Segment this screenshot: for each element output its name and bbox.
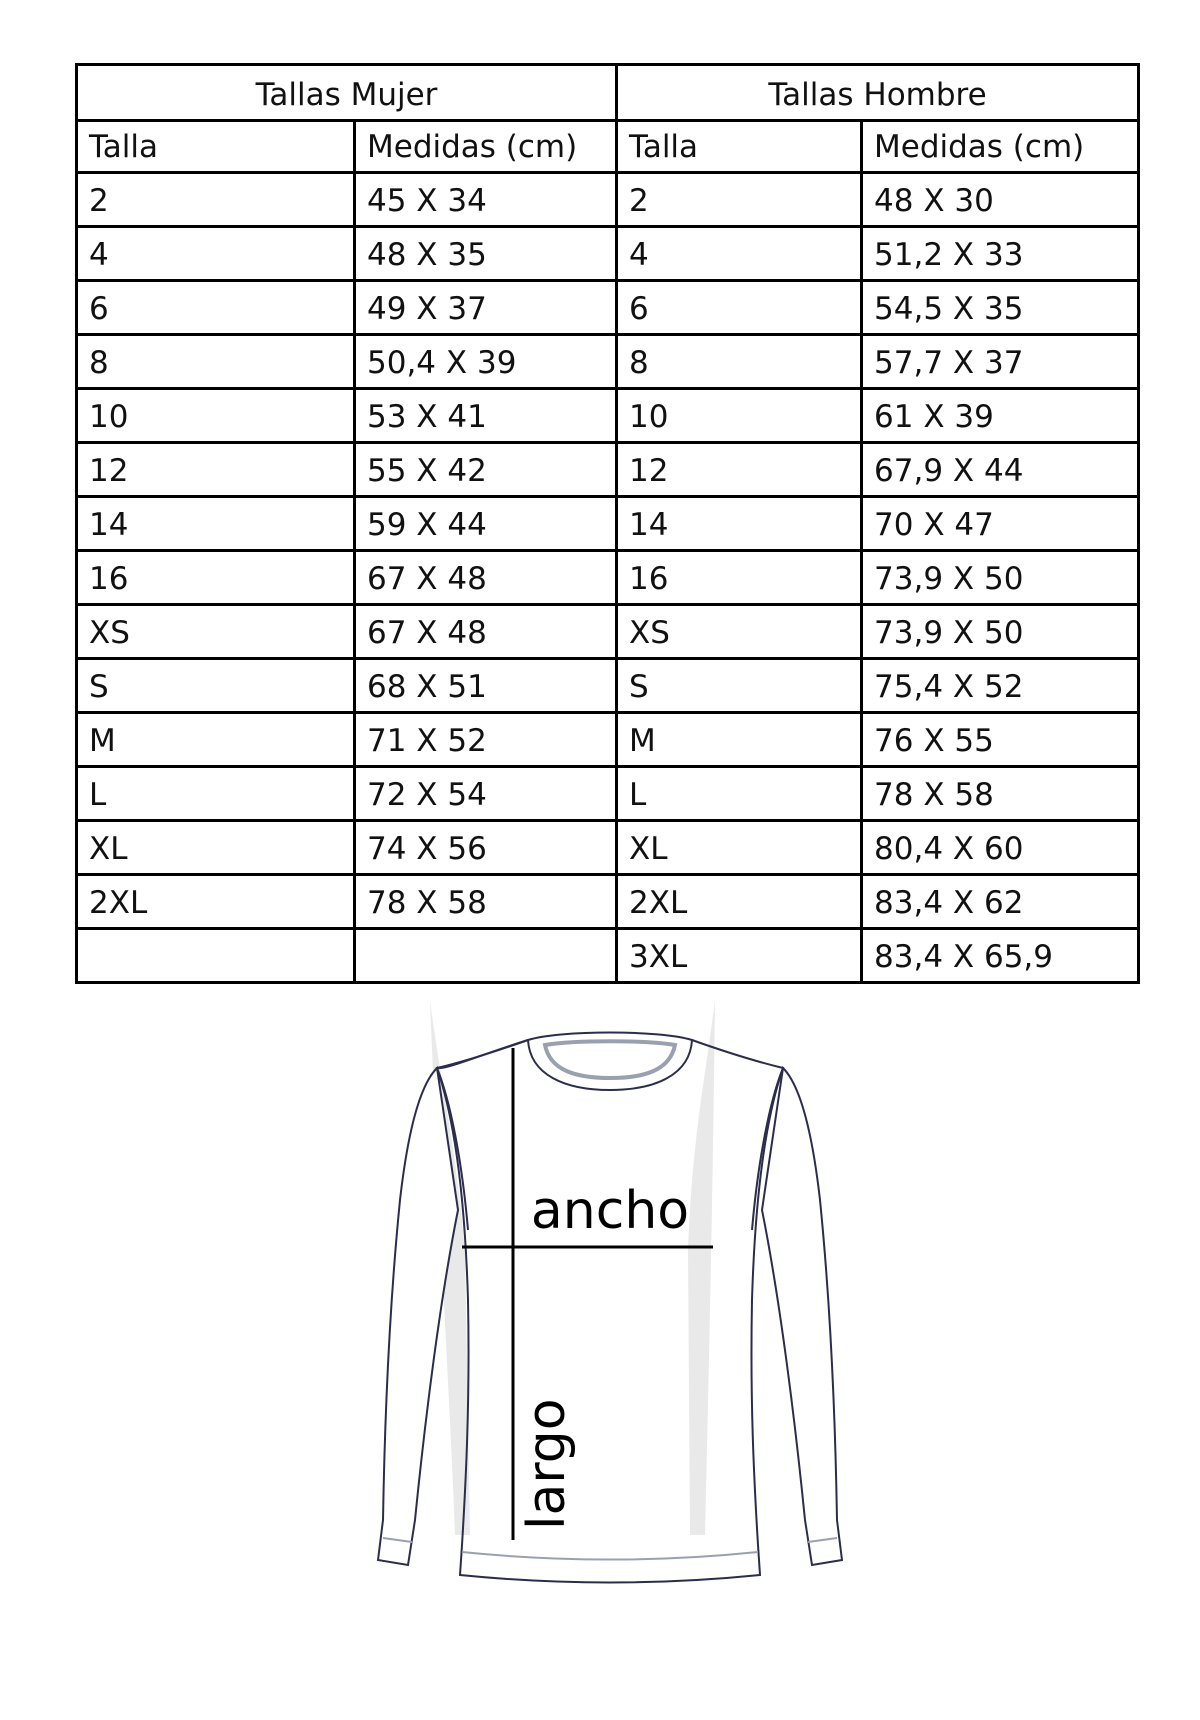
women-size-cell: 12 [77, 443, 355, 497]
women-size-cell: 14 [77, 497, 355, 551]
men-measure-cell: 67,9 X 44 [862, 443, 1139, 497]
women-measure-cell: 72 X 54 [355, 767, 617, 821]
men-measure-cell: 70 X 47 [862, 497, 1139, 551]
length-label: largo [517, 1398, 577, 1530]
men-measure-cell: 54,5 X 35 [862, 281, 1139, 335]
women-measure-cell: 49 X 37 [355, 281, 617, 335]
women-measure-cell: 50,4 X 39 [355, 335, 617, 389]
women-size-cell: XL [77, 821, 355, 875]
men-measure-cell: 57,7 X 37 [862, 335, 1139, 389]
right-sleeve [762, 1068, 842, 1565]
women-measure-cell: 55 X 42 [355, 443, 617, 497]
width-label: ancho [530, 1181, 690, 1241]
men-group-header: Tallas Hombre [617, 65, 1139, 121]
men-measure-header: Medidas (cm) [862, 121, 1139, 173]
body-shading-right [688, 1000, 715, 1535]
women-measure-cell: 74 X 56 [355, 821, 617, 875]
women-size-cell: 4 [77, 227, 355, 281]
men-size-cell: 8 [617, 335, 862, 389]
men-size-cell: 12 [617, 443, 862, 497]
body-outline [437, 1040, 783, 1583]
women-size-header: Talla [77, 121, 355, 173]
women-measure-cell: 53 X 41 [355, 389, 617, 443]
men-size-cell: 2XL [617, 875, 862, 929]
women-measure-cell: 48 X 35 [355, 227, 617, 281]
women-size-cell: S [77, 659, 355, 713]
women-size-cell: 10 [77, 389, 355, 443]
women-size-cell: 2XL [77, 875, 355, 929]
men-measure-cell: 83,4 X 62 [862, 875, 1139, 929]
women-measure-cell: 67 X 48 [355, 551, 617, 605]
men-size-cell: S [617, 659, 862, 713]
men-measure-cell: 51,2 X 33 [862, 227, 1139, 281]
men-size-cell: 10 [617, 389, 862, 443]
men-size-cell: 14 [617, 497, 862, 551]
women-measure-cell: 71 X 52 [355, 713, 617, 767]
men-size-cell: 4 [617, 227, 862, 281]
women-size-cell: L [77, 767, 355, 821]
women-size-cell: XS [77, 605, 355, 659]
women-size-cell: 8 [77, 335, 355, 389]
hem-band [462, 1552, 758, 1560]
men-measure-cell: 80,4 X 60 [862, 821, 1139, 875]
men-size-cell: M [617, 713, 862, 767]
men-measure-cell: 73,9 X 50 [862, 605, 1139, 659]
women-measure-cell: 78 X 58 [355, 875, 617, 929]
women-size-cell: 16 [77, 551, 355, 605]
women-measure-header: Medidas (cm) [355, 121, 617, 173]
women-size-cell: M [77, 713, 355, 767]
men-size-cell: 3XL [617, 929, 862, 983]
men-measure-cell: 48 X 30 [862, 173, 1139, 227]
women-group-header: Tallas Mujer [77, 65, 617, 121]
women-measure-cell: 59 X 44 [355, 497, 617, 551]
women-size-cell: 2 [77, 173, 355, 227]
women-measure-cell: 67 X 48 [355, 605, 617, 659]
men-size-cell: 6 [617, 281, 862, 335]
men-measure-cell: 61 X 39 [862, 389, 1139, 443]
men-size-cell: 2 [617, 173, 862, 227]
men-size-cell: XS [617, 605, 862, 659]
men-measure-cell: 78 X 58 [862, 767, 1139, 821]
men-size-cell: L [617, 767, 862, 821]
women-measure-cell: 68 X 51 [355, 659, 617, 713]
women-measure-cell: 45 X 34 [355, 173, 617, 227]
men-size-header: Talla [617, 121, 862, 173]
men-measure-cell: 76 X 55 [862, 713, 1139, 767]
men-measure-cell: 83,4 X 65,9 [862, 929, 1139, 983]
women-size-cell: 6 [77, 281, 355, 335]
men-size-cell: 16 [617, 551, 862, 605]
men-size-cell: XL [617, 821, 862, 875]
men-measure-cell: 75,4 X 52 [862, 659, 1139, 713]
men-measure-cell: 73,9 X 50 [862, 551, 1139, 605]
